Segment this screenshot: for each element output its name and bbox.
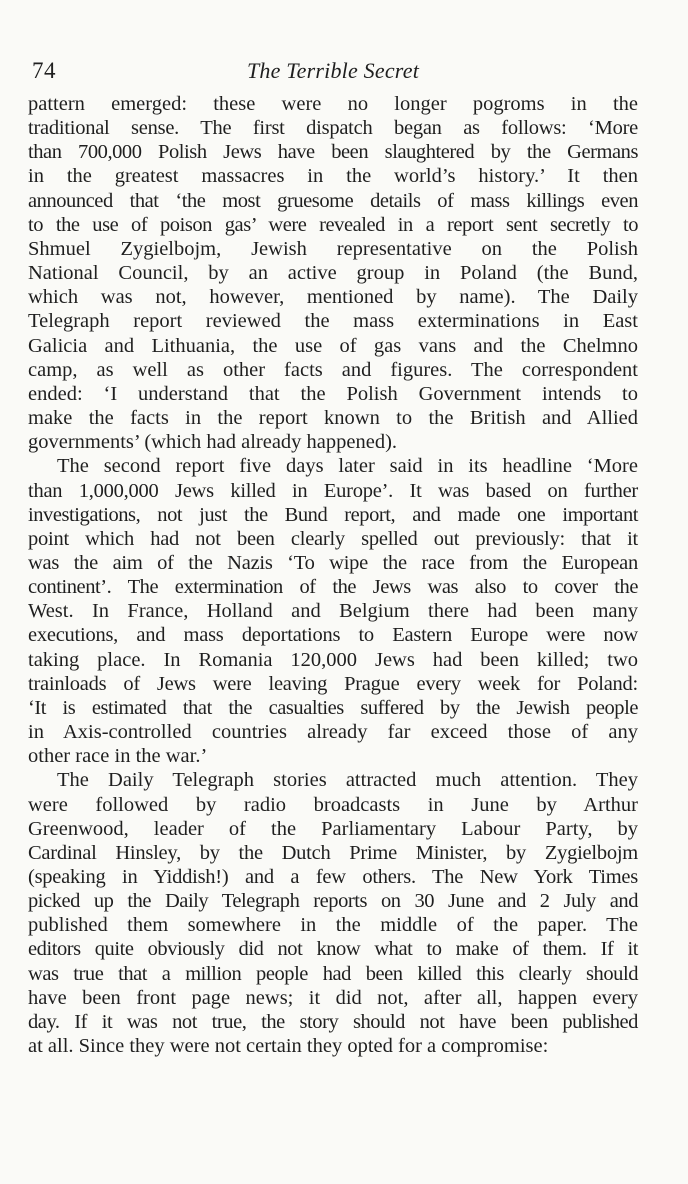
paragraph-1 — [28, 92, 638, 454]
text-line: Shmuel Zygielbojm, Jewish representative on the Polish — [28, 237, 638, 260]
text-line: published them somewhere in the middle of the paper. The — [28, 914, 638, 937]
paragraph-3 — [28, 768, 638, 1058]
text-line: in Axis-controlled countries already far exceed those of any — [28, 721, 638, 744]
text-line: which was not, however, mentioned by name). The Daily — [28, 286, 638, 309]
text-line: point which had not been clearly spelled out previously: that it — [28, 527, 638, 550]
text-line: to the use of poison gas’ were revealed in a report sent secretly to — [28, 213, 638, 236]
text-line: other race in the war.’ — [28, 745, 208, 768]
text-line: picked up the Daily Telegraph reports on 30 June and 2 July and — [28, 890, 638, 913]
text-line: (speaking in Yiddish!) and a few others. The New York Times — [28, 866, 638, 888]
text-line: announced that ‘the most gruesome details of mass killings even — [28, 189, 638, 212]
text-line: National Council, by an active group in Poland (the Bund, — [28, 262, 638, 285]
text-line: The Daily Telegraph stories attracted much attention. They — [57, 769, 638, 792]
page-number: 74 — [32, 58, 56, 83]
text-line: than 700,000 Polish Jews have been slaughtered by the Germans — [28, 141, 638, 164]
text-line: have been front page news; it did not, after all, happen every — [28, 986, 638, 1009]
text-line: ‘It is estimated that the casualties suffered by the Jewish people — [28, 696, 638, 719]
text-line: trainloads of Jews were leaving Prague every week for Poland: — [28, 672, 638, 695]
text-line: was true that a million people had been killed this clearly should — [28, 962, 638, 985]
text-line: Telegraph report reviewed the mass exterminations in East — [28, 310, 638, 333]
text-line: were followed by radio broadcasts in June by Arthur — [28, 793, 638, 816]
text-line: traditional sense. The first dispatch began as follows: ‘More — [28, 117, 638, 140]
text-line: taking place. In Romania 120,000 Jews had been killed; two — [28, 648, 638, 671]
text-line: executions, and mass deportations to Eastern Europe were now — [28, 624, 638, 647]
text-line: Greenwood, leader of the Parliamentary Labour Party, by — [28, 817, 638, 840]
text-line: ended: ‘I understand that the Polish Government intends to — [28, 382, 638, 405]
text-line: in the greatest massacres in the world’s history.’ It then — [28, 165, 638, 188]
text-line: Galicia and Lithuania, the use of gas vans and the Chelmno — [28, 334, 638, 357]
text-line: continent’. The extermination of the Jews was also to cover the — [28, 576, 638, 599]
text-line: editors quite obviously did not know what to make of them. If it — [28, 938, 638, 961]
text-line: pattern emerged: these were no longer pogroms in the — [28, 93, 638, 115]
running-title: The Terrible Secret — [246, 58, 420, 83]
text-line: day. If it was not true, the story should not have been published — [28, 1010, 638, 1033]
text-line: camp, as well as other facts and figures. The correspondent — [28, 358, 638, 381]
text-line: make the facts in the report known to the British and Allied — [28, 407, 638, 430]
text-line: Cardinal Hinsley, by the Dutch Prime Minister, by Zygielbojm — [28, 841, 638, 864]
page-header — [28, 50, 638, 92]
paragraph-2 — [28, 454, 638, 768]
text-line: West. In France, Holland and Belgium there had been many — [28, 600, 638, 623]
text-line: at all. Since they were not certain they opted for a compromise: — [28, 1035, 549, 1058]
text-line: investigations, not just the Bund report, and made one important — [28, 503, 638, 526]
text-line: The second report five days later said in its headline ‘More — [57, 455, 638, 478]
text-line: was the aim of the Nazis ‘To wipe the race from the European — [28, 551, 638, 574]
text-line: than 1,000,000 Jews killed in Europe’. It was based on further — [28, 479, 638, 502]
book-page — [28, 50, 638, 1058]
text-line: governments’ (which had already happened). — [28, 431, 398, 454]
body-text — [28, 92, 638, 1058]
